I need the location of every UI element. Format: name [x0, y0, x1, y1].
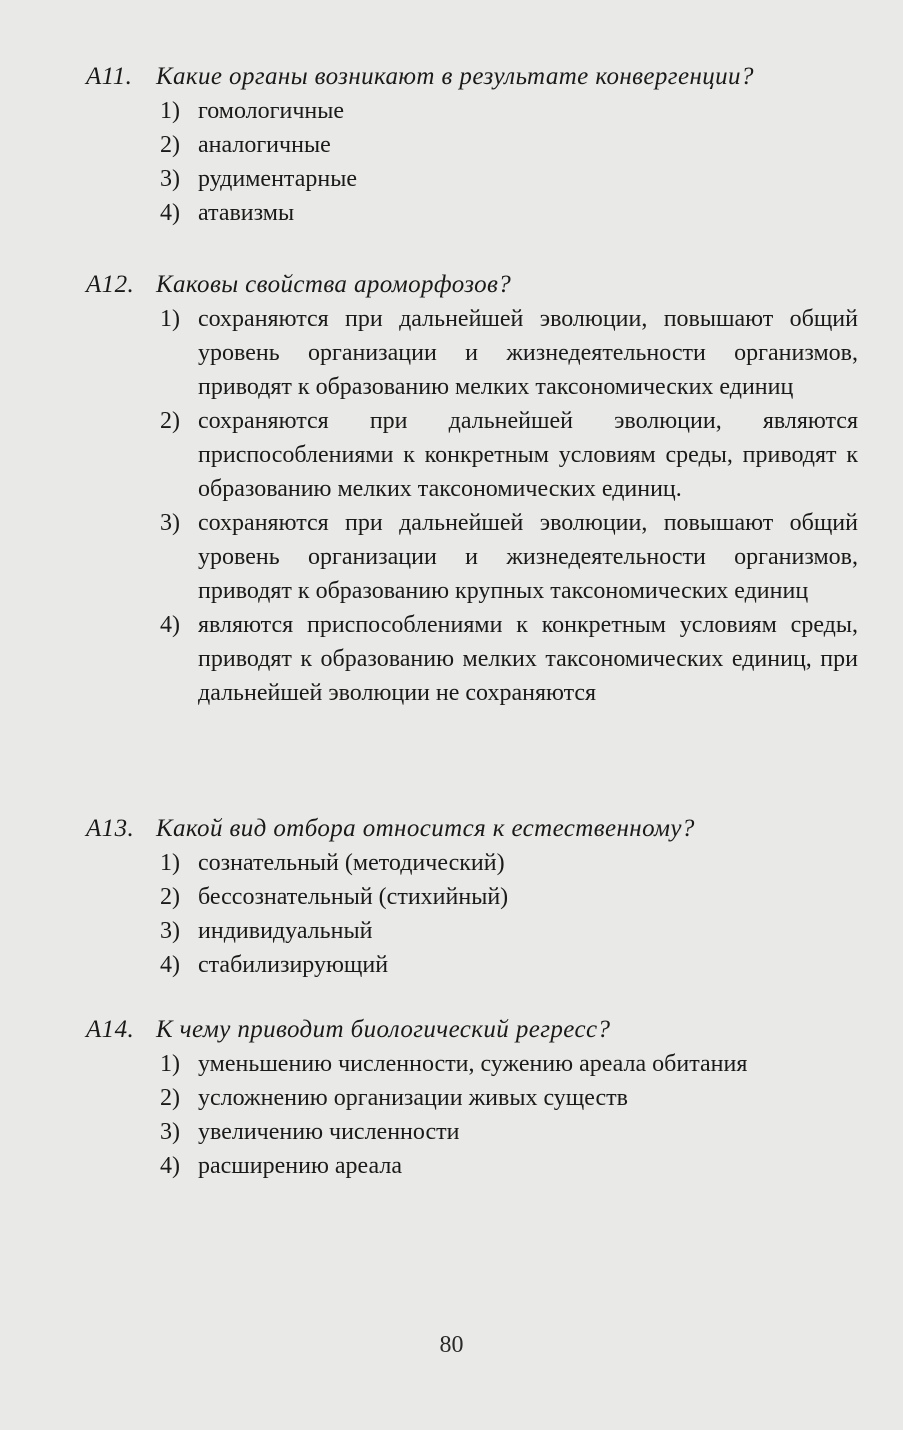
- answer-options: [86, 846, 866, 982]
- answer-options: [86, 302, 866, 710]
- option-text: гомологичные: [198, 98, 345, 124]
- question-title: [86, 1013, 866, 1047]
- answer-option: [86, 1081, 866, 1115]
- answer-option: [86, 1115, 866, 1149]
- question-a11: [86, 60, 866, 230]
- option-number: 2): [160, 408, 180, 434]
- option-text: индивидуальный: [198, 918, 373, 944]
- answer-option: [86, 948, 866, 982]
- answer-option: [86, 914, 866, 948]
- answer-options: [86, 94, 866, 230]
- option-number: 4): [160, 200, 180, 226]
- answer-option: [86, 846, 866, 880]
- option-number: 2): [160, 1085, 180, 1111]
- option-number: 3): [160, 918, 180, 944]
- answer-option: [86, 880, 866, 914]
- option-text: сознательный (методический): [198, 850, 505, 876]
- question-number: A11.: [86, 63, 133, 90]
- question-text: К чему приводит биологический регресс?: [156, 1016, 611, 1043]
- question-number: A13.: [86, 815, 135, 842]
- page-number: 80: [439, 1332, 464, 1358]
- answer-option: [86, 94, 866, 128]
- answer-option: [86, 608, 866, 710]
- answer-option: [86, 506, 866, 608]
- option-text: уменьшению численности, сужению ареала обитания: [198, 1051, 748, 1077]
- option-text: увеличению численности: [198, 1119, 460, 1145]
- option-number: 4): [160, 612, 180, 638]
- question-a12: [86, 268, 866, 710]
- option-text: являются приспособлениями к конкретным условиям среды, приводят к образованию мелких таксономических единиц, при дальнейшей эволюции не сохраняются: [198, 612, 858, 706]
- option-text: стабилизирующий: [198, 952, 389, 978]
- answer-option: [86, 1047, 866, 1081]
- option-text: усложнению организации живых существ: [198, 1085, 628, 1111]
- option-number: 3): [160, 166, 180, 192]
- question-number: A12.: [86, 271, 135, 298]
- option-number: 3): [160, 1119, 180, 1145]
- question-a14: [86, 1013, 866, 1183]
- question-title: [86, 268, 866, 302]
- option-text: рудиментарные: [198, 166, 357, 192]
- option-number: 2): [160, 132, 180, 158]
- answer-options: [86, 1047, 866, 1183]
- question-text: Какой вид отбора относится к естественному?: [156, 815, 695, 842]
- question-text: Какие органы возникают в результате конвергенции?: [156, 63, 754, 90]
- option-number: 1): [160, 98, 180, 124]
- option-number: 2): [160, 884, 180, 910]
- question-title: [86, 60, 866, 94]
- option-number: 4): [160, 952, 180, 978]
- option-text: сохраняются при дальнейшей эволюции, повышают общий уровень организации и жизнедеятельности организмов, приводят к образованию мелких таксономических единиц: [198, 306, 858, 400]
- option-number: 1): [160, 306, 180, 332]
- answer-option: [86, 302, 866, 404]
- option-text: расширению ареала: [198, 1153, 402, 1179]
- option-number: 1): [160, 1051, 180, 1077]
- option-text: атавизмы: [198, 200, 295, 226]
- question-text: Каковы свойства ароморфозов?: [156, 271, 512, 298]
- answer-option: [86, 1149, 866, 1183]
- answer-option: [86, 196, 866, 230]
- option-number: 1): [160, 850, 180, 876]
- question-a13: [86, 812, 866, 982]
- option-number: 3): [160, 510, 180, 536]
- option-text: сохраняются при дальнейшей эволюции, являются приспособлениями к конкретным условиям среды, приводят к образованию мелких таксономических единиц.: [198, 408, 858, 502]
- option-text: сохраняются при дальнейшей эволюции, повышают общий уровень организации и жизнедеятельности организмов, приводят к образованию крупных таксономических единиц: [198, 510, 858, 604]
- answer-option: [86, 162, 866, 196]
- question-title: [86, 812, 866, 846]
- question-number: A14.: [86, 1016, 135, 1043]
- option-number: 4): [160, 1153, 180, 1179]
- answer-option: [86, 128, 866, 162]
- answer-option: [86, 404, 866, 506]
- option-text: бессознательный (стихийный): [198, 884, 509, 910]
- option-text: аналогичные: [198, 132, 331, 158]
